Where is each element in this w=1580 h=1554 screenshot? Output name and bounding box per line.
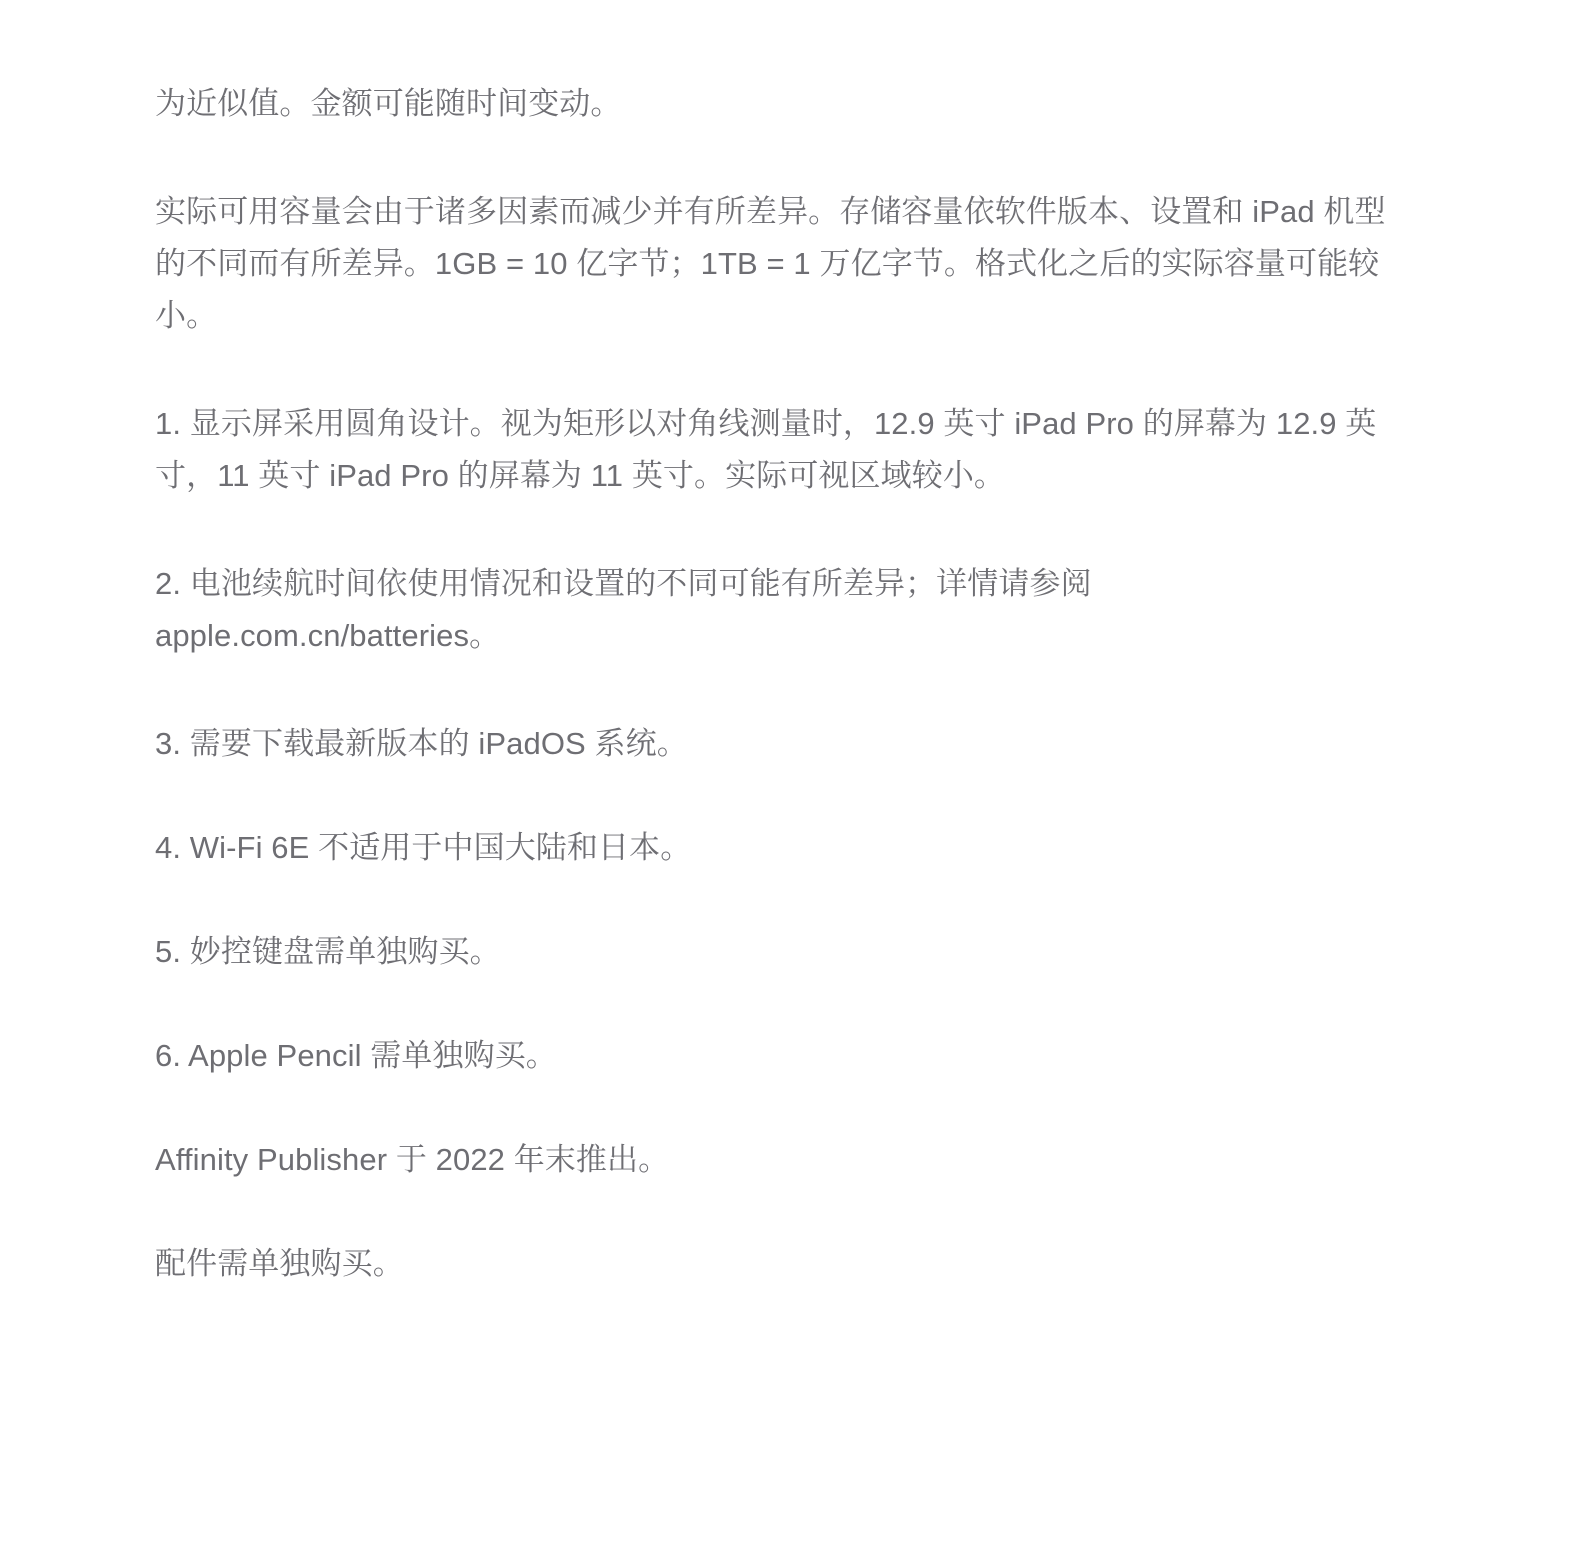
legal-note-footnote-3: 3. 需要下载最新版本的 iPadOS 系统。 [155, 726, 688, 761]
legal-note-footnote-4: 4. Wi‑Fi 6E 不适用于中国大陆和日本。 [155, 830, 692, 865]
legal-note-footnote-5: 5. 妙控键盘需单独购买。 [155, 934, 501, 969]
legal-note-affinity-publisher: Affinity Publisher 于 2022 年末推出。 [155, 1142, 670, 1177]
legal-note-accessories: 配件需单独购买。 [155, 1246, 404, 1281]
legal-note-approximate-value: 为近似值。金额可能随时间变动。 [155, 86, 622, 121]
legal-note-footnote-2: 2. 电池续航时间依使用情况和设置的不同可能有所差异；详情请参阅 apple.com.cn/batteries。 [155, 566, 1092, 653]
legal-note-footnote-6: 6. Apple Pencil 需单独购买。 [155, 1038, 557, 1073]
legal-note-footnote-1: 1. 显示屏采用圆角设计。视为矩形以对角线测量时，12.9 英寸 iPad Pro 的屏幕为 12.9 英寸，11 英寸 iPad Pro 的屏幕为 11 英寸。实际可视区域较小。 [155, 406, 1377, 493]
legal-note-storage-capacity: 实际可用容量会由于诸多因素而减少并有所差异。存储容量依软件版本、设置和 iPad 机型的不同而有所差异。1GB = 10 亿字节；1TB = 1 万亿字节。格式化之后的实际容量可能较小。 [155, 194, 1386, 333]
